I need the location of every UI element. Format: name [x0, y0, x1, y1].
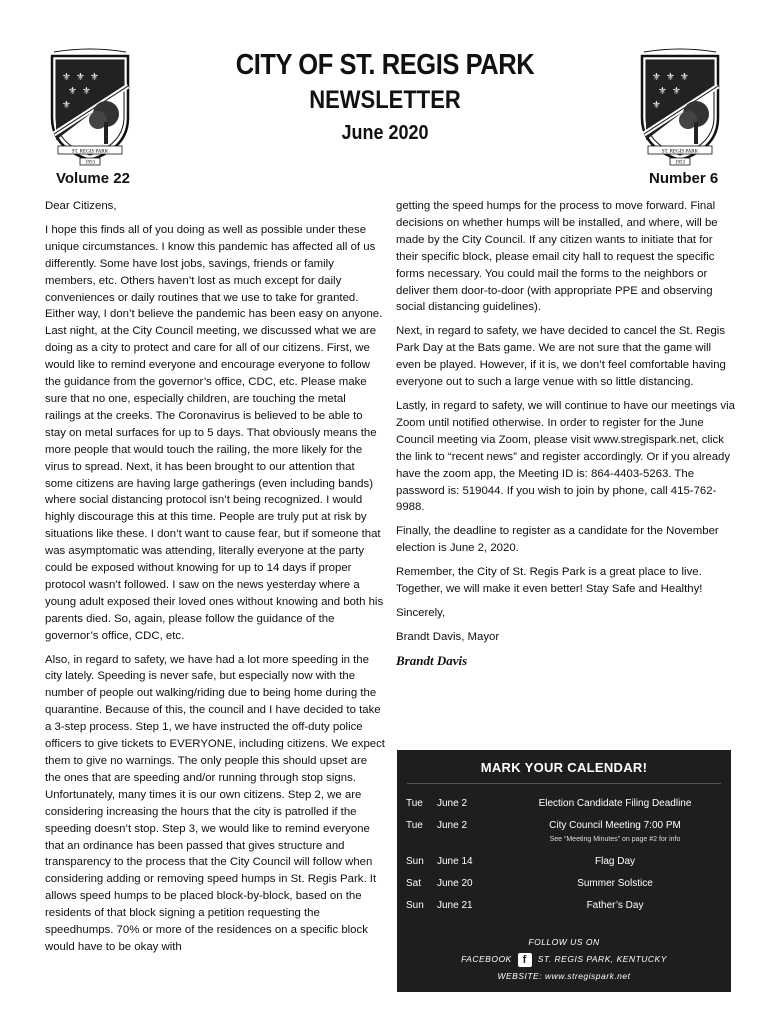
- follow-label: FOLLOW US ON: [528, 937, 600, 947]
- event-day: Sun: [406, 856, 424, 867]
- calendar-title: MARK YOUR CALENDAR!: [480, 760, 648, 775]
- follow-us: [397, 934, 731, 985]
- svg-text:⚜: ⚜: [672, 86, 681, 97]
- event-date: June 14: [437, 856, 473, 867]
- facebook-icon[interactable]: f: [518, 953, 532, 967]
- svg-text:⚜: ⚜: [666, 72, 675, 83]
- letter-paragraph: Finally, the deadline to register as a candidate for the November election is June 2, 2020.: [396, 525, 719, 555]
- event-day: Sat: [406, 878, 422, 889]
- calendar-event: [397, 874, 731, 896]
- event-date: June 20: [437, 878, 473, 889]
- event-name: Summer Solstice: [577, 878, 653, 889]
- letter-paragraph: I hope this finds all of you doing as well as possible under these unique circumstances. I know this pandemic has affected all of us differently. Some have lost jobs, savings, friends or family members, etc. Others haven’t lost as much except for daily conveniences or daily routines that we use to take for granted. Either way, I don’t believe the pandemic has been easy on anyone. Last night, at the City Council meeting, we discussed what we are doing as a city to protect and care for all of our citizens. First, we would like to remind everyone and encourage everyone to follow the guidance from the governor’s office, CDC, etc. Please make sure that no one, especially children, are touching the metal railings at the creeks. The Coronavirus is believed to be able to stay on metal surfaces for up to 5 days. That obviously means the more people that would touch the railing, the more likely for the virus to spread. Next, it has been brought to our attention that some citizens are having large gatherings (even including bands) where social distancing protocol isn’t being recognized. I would highly discourage this at this time. People are truly put at risk by situations like these. I don’t want to cause fear, but if someone that was asymptomatic was attending, literally everyone at the party could be exposed without knowing for up to 14 days if proper protocol wasn’t followed. I saw on the news yesterday where a young adult exposed their loved ones without knowing and both his parents died. So, again, please follow the guidance of the governor’s office, CDC, etc.: [45, 223, 384, 642]
- event-name: Father’s Day: [586, 900, 644, 911]
- svg-text:⚜: ⚜: [62, 72, 71, 83]
- event-name: Flag Day: [594, 856, 635, 867]
- svg-text:⚜: ⚜: [652, 100, 661, 111]
- svg-text:1953: 1953: [675, 160, 685, 166]
- facebook-row[interactable]: [397, 951, 731, 968]
- svg-text:⚜: ⚜: [680, 72, 689, 83]
- closing: Sincerely,: [396, 606, 446, 619]
- facebook-label: FACEBOOK: [461, 954, 512, 964]
- issue-number: Number 6: [649, 170, 719, 187]
- letter-right-column: [396, 198, 736, 670]
- svg-text:⚜: ⚜: [90, 72, 99, 83]
- svg-text:ST. REGIS PARK: ST. REGIS PARK: [661, 149, 699, 155]
- svg-text:⚜: ⚜: [82, 86, 91, 97]
- event-day: Sun: [406, 900, 424, 911]
- event-date: June 2: [437, 820, 468, 831]
- event-day: Tue: [406, 820, 423, 831]
- city-title: CITY OF ST. REGIS PARK: [235, 49, 535, 81]
- greeting: Dear Citizens,: [45, 200, 117, 212]
- calendar-events: [397, 794, 731, 918]
- svg-text:⚜: ⚜: [76, 72, 85, 83]
- svg-text:⚜: ⚜: [62, 100, 71, 111]
- calendar-event: [397, 794, 731, 816]
- svg-text:ST. REGIS PARK: ST. REGIS PARK: [71, 149, 109, 155]
- svg-text:⚜: ⚜: [652, 72, 661, 83]
- issue-date: June 2020: [341, 122, 429, 144]
- svg-text:⚜: ⚜: [68, 86, 77, 97]
- event-name: City Council Meeting 7:00 PM: [549, 820, 681, 831]
- calendar-box: [397, 750, 731, 992]
- calendar-event: [397, 852, 731, 874]
- letter-paragraph: Next, in regard to safety, we have decided to cancel the St. Regis Park Day at the Bats game. We are not sure that the game will even be played. However, if it is, we don’t feel comfortable having everyone out to such a large venue with so little distancing.: [396, 325, 726, 389]
- event-date: June 2: [437, 798, 468, 809]
- author-line: Brandt Davis, Mayor: [396, 630, 500, 643]
- calendar-divider: [407, 783, 721, 784]
- event-note: See “Meeting Minutes” on page #2 for info: [549, 836, 681, 843]
- facebook-page-name: ST. REGIS PARK, KENTUCKY: [537, 954, 667, 964]
- city-seal-icon: [46, 48, 134, 170]
- volume-label: Volume 22: [56, 170, 130, 187]
- masthead: [150, 48, 620, 146]
- svg-text:1953: 1953: [85, 160, 95, 166]
- calendar-event: [397, 816, 731, 852]
- letter-paragraph: Also, in regard to safety, we have had a lot more speeding in the city lately. Speeding is never safe, but especially now with the number of people out walking/riding due to being home during the quarantine. Because of this, the council and I have decided to take a 3-step process. Step 1, we have instructed the off-duty police officers to give tickets to EVERYONE, including citizens. We expect them to give no warnings. The only people this should upset are the ones that are speeding and/or running through stop signs. Unfortunately, many times it is our own citizens. Step 2, we are considering increasing the hours that the city is patrolled if the speeding doesn’t stop. Step 3, we would like to remind everyone that an ordinance has been passed that gives structure and transparency to the process that the City Council will follow when considering adding or removing speed humps in St. Regis Park. It allows speed humps to be placed block-by-block, based on the residents of that block signing a petition requesting the speedhumps. 70% or more of the residences on a specific block would have to be okay with: [45, 653, 385, 953]
- letter-paragraph: getting the speed humps for the process to move forward. Final decisions on whether humps will be installed, and where, will be made by the City Council. If any citizen wants to initiate that for their specific block, please email city hall to request the specific forms necessary. You could mail the forms to the neighbors or deliver them door-to-door (with appropriate PPE and observing social distancing guidelines).: [396, 200, 718, 314]
- svg-text:⚜: ⚜: [658, 86, 667, 97]
- letter-left-column: [45, 198, 385, 963]
- letter-paragraph: Remember, the City of St. Regis Park is a great place to live. Together, we will make it even better! Stay Safe and Healthy!: [396, 566, 703, 596]
- event-date: June 21: [437, 900, 473, 911]
- calendar-event: [397, 896, 731, 918]
- event-name: Election Candidate Filing Deadline: [538, 798, 692, 809]
- mayor-signature: Brandt Davis: [396, 652, 468, 668]
- city-seal-icon: [636, 48, 724, 170]
- website-link[interactable]: WEBSITE: www.stregispark.net: [497, 971, 631, 981]
- letter-paragraph: Lastly, in regard to safety, we will continue to have our meetings via Zoom until notified otherwise. In order to register for the June Council meeting via Zoom, please visit www.stregispark.net, click the link to “recent news” and register accordingly. Or if you already have the zoom app, the Meeting ID is: 864-4403-5263. The password is: 519044. If you wish to join by phone, call 415-762-9988.: [396, 399, 735, 514]
- newsletter-title: NEWSLETTER: [309, 86, 461, 114]
- event-day: Tue: [406, 798, 423, 809]
